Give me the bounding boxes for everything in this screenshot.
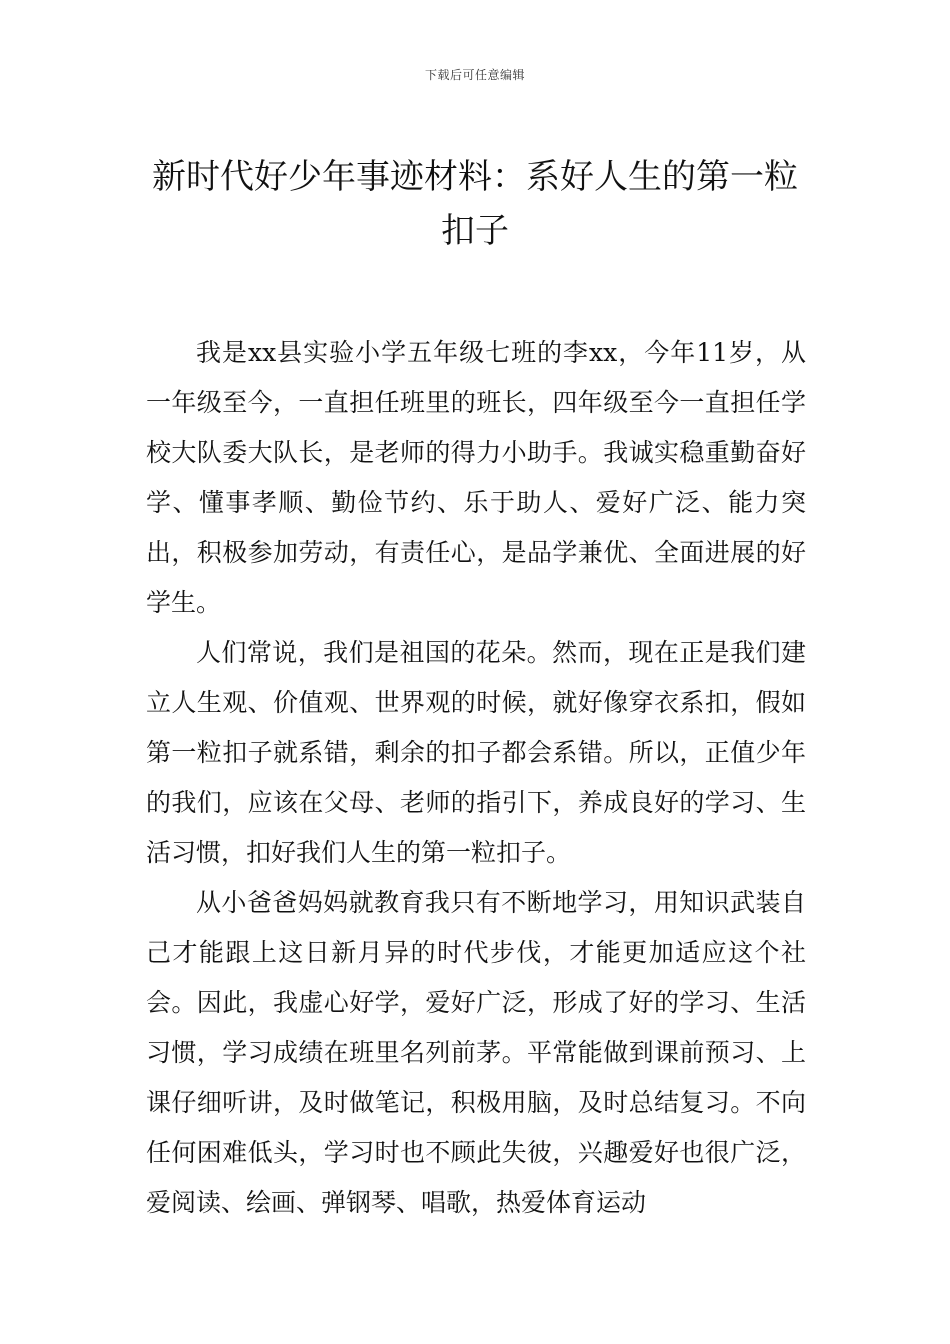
document-body [146, 328, 806, 1228]
document-title: 新时代好少年事迹材料：系好人生的第一粒扣子 [152, 157, 798, 251]
paragraph-3: 从小爸爸妈妈就教育我只有不断地学习，用知识武装自己才能跟上这日新月异的时代步伐，才能更加适应这个社会。因此，我虚心好学，爱好广泛，形成了好的学习、生活习惯，学习成绩在班里名列前茅。平常能做到课前预习、上课仔细听讲，及时做笔记，积极用脑，及时总结复习。不向任何困难低头，学习时也不顾此失彼，兴趣爱好也很广泛，爱阅读、绘画、弹钢琴、唱歌，热爱体育运动 [146, 888, 806, 1217]
paragraph-2: 人们常说，我们是祖国的花朵。然而，现在正是我们建立人生观、价值观、世界观的时候，就好像穿衣系扣，假如第一粒扣子就系错，剩余的扣子都会系错。所以，正值少年的我们，应该在父母、老师的指引下，养成良好的学习、生活习惯，扣好我们人生的第一粒扣子。 [146, 638, 806, 867]
paragraph-1: 我是xx县实验小学五年级七班的李xx，今年11岁，从一年级至今，一直担任班里的班长，四年级至今一直担任学校大队委大队长，是老师的得力小助手。我诚实稳重勤奋好学、懂事孝顺、勤俭节约、乐于助人、爱好广泛、能力突出，积极参加劳动，有责任心，是品学兼优、全面进展的好学生。 [146, 338, 806, 617]
header-note: 下载后可任意编辑 [424, 68, 525, 82]
